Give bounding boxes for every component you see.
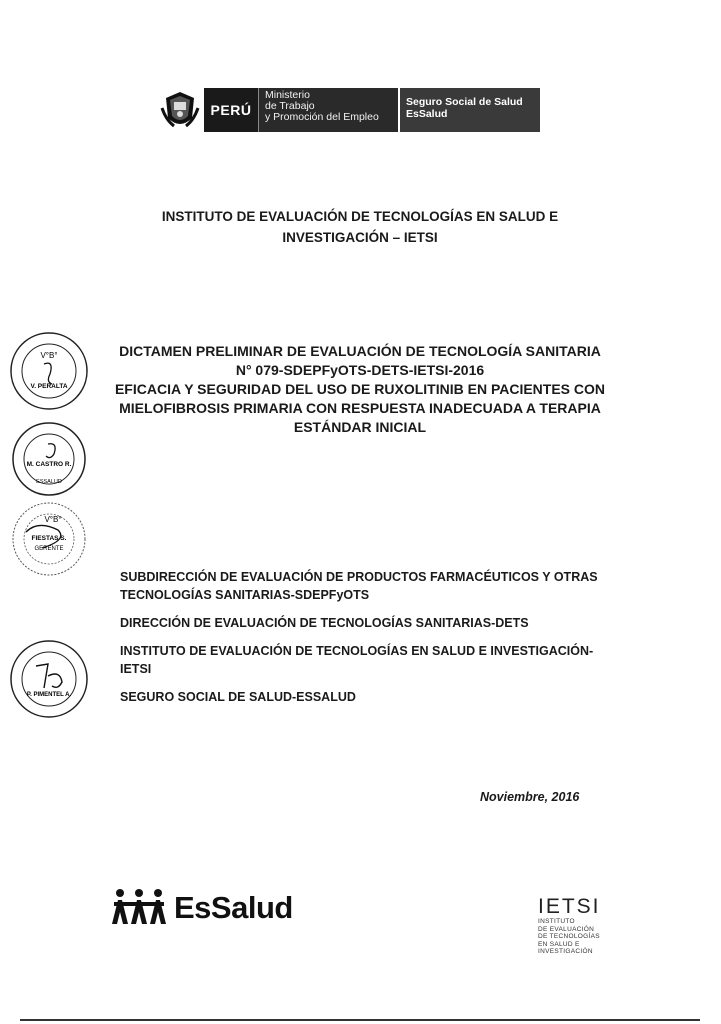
approval-stamp-pimentel	[8, 636, 90, 722]
svg-text:M. CASTRO R.: M. CASTRO R.	[26, 461, 72, 468]
ietsi-logo	[538, 896, 628, 956]
svg-text:V°B°: V°B°	[44, 515, 62, 524]
ietsi-logo-title: IETSI	[538, 895, 601, 918]
ietsi-logo-subtitle: INSTITUTO DE EVALUACIÓN DE TECNOLOGÍAS EN SALUD E INVESTIGACIÓN	[538, 918, 600, 955]
org-ietsi: INSTITUTO DE EVALUACIÓN DE TECNOLOGÍAS EN SALUD E INVESTIGACIÓN- IETSI	[120, 644, 594, 676]
page-bottom-rule	[20, 1019, 700, 1021]
institute-title: INSTITUTO DE EVALUACIÓN DE TECNOLOGÍAS EN SALUD E INVESTIGACIÓN – IETSI	[161, 209, 559, 245]
svg-text:P. PIMENTEL A.: P. PIMENTEL A.	[26, 692, 72, 698]
document-date: Noviembre, 2016	[480, 790, 580, 804]
seguro-social-label: Seguro Social de Salud EsSalud	[400, 88, 540, 132]
svg-text:GERENTE: GERENTE	[34, 546, 64, 552]
svg-text:V°B°: V°B°	[40, 351, 58, 360]
essalud-logo-text: EsSalud	[174, 890, 293, 925]
org-dets: DIRECCIÓN DE EVALUACIÓN DE TECNOLOGÍAS SANITARIAS-DETS	[120, 616, 529, 630]
ministry-label: Ministerio de Trabajo y Promoción del Empleo	[258, 88, 398, 132]
approval-stamp-peralta	[8, 330, 90, 412]
dictamen-title: DICTAMEN PRELIMINAR DE EVALUACIÓN DE TECNOLOGÍA SANITARIA N° 079-SDEPFyOTS-DETS-IETSI-2016 EFICACIA Y SEGURIDAD DEL USO DE RUXOLITINIB EN PACIENTES CON MIELOFIBROSIS PRIMARIA CON RESPUESTA INADECUADA A TERAPIA ESTÁNDAR INICIAL	[114, 343, 606, 435]
svg-text:ESSALUD: ESSALUD	[36, 479, 62, 485]
header-banner	[160, 88, 540, 132]
peru-label: PERÚ	[204, 88, 258, 132]
peru-coat-of-arms-icon	[160, 88, 200, 132]
organization-list	[120, 568, 620, 716]
family-figures-icon	[110, 886, 170, 926]
essalud-logo	[110, 886, 293, 926]
approval-stamp-castro	[8, 420, 90, 498]
approval-stamp-fiestas	[8, 500, 90, 578]
org-sdepfyots: SUBDIRECCIÓN DE EVALUACIÓN DE PRODUCTOS FARMACÉUTICOS Y OTRAS TECNOLOGÍAS SANITARIAS-SDEPFyOTS	[120, 570, 598, 602]
svg-text:V. PERALTA: V. PERALTA	[30, 383, 68, 390]
org-essalud: SEGURO SOCIAL DE SALUD-ESSALUD	[120, 690, 356, 704]
svg-text:FIESTAS S.: FIESTAS S.	[31, 535, 67, 542]
